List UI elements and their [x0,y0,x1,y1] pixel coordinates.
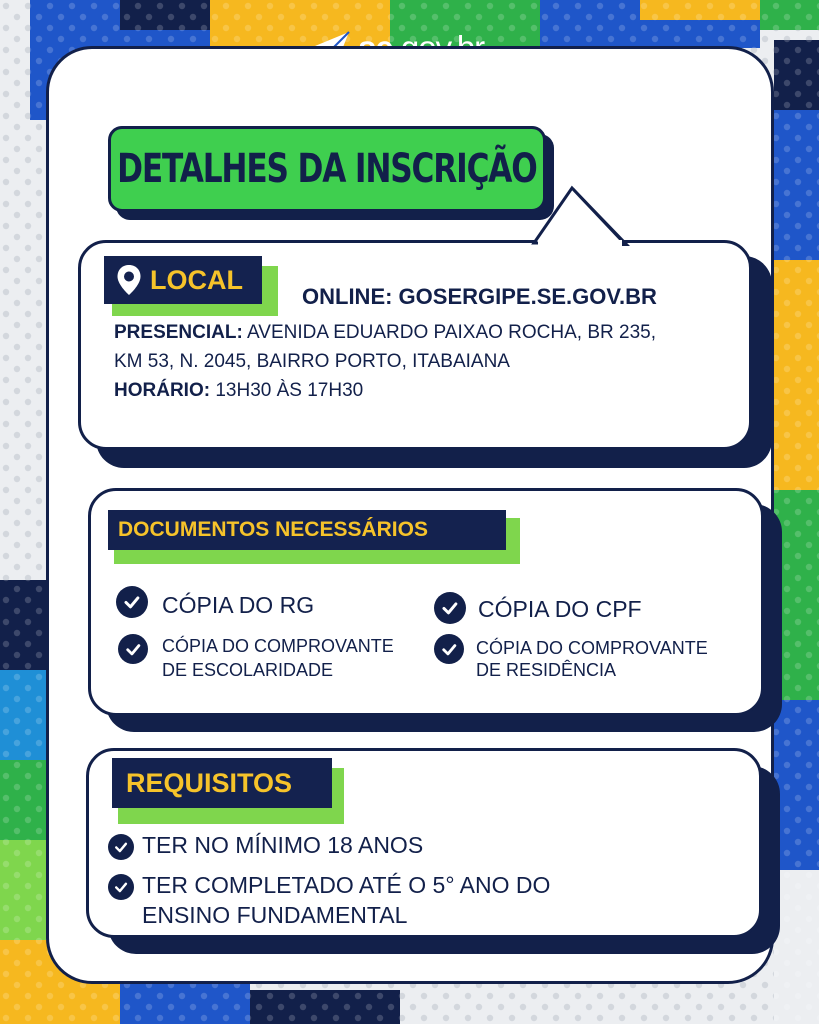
requisito-idade: TER NO MÍNIMO 18 ANOS [142,832,424,858]
check-icon [108,834,134,860]
doc-item-residencia-1: CÓPIA DO COMPROVANTE [476,638,708,658]
documentos-tag-label: DOCUMENTOS NECESSÁRIOS [118,518,428,541]
requisitos-tag [112,758,332,808]
doc-item-cpf: CÓPIA DO CPF [478,596,642,622]
online-address: ONLINE: GOSERGIPE.SE.GOV.BR [302,284,657,309]
documentos-tag [108,510,506,550]
requisitos-tag-label: REQUISITOS [126,767,293,798]
title-box [108,126,546,212]
page-title: DETALHES DA INSCRIÇÃO [117,146,537,192]
local-tag-label: LOCAL [150,264,243,295]
presencial-address-1: AVENIDA EDUARDO PAIXAO ROCHA, BR 235, [247,322,656,343]
check-icon [434,634,464,664]
doc-item-escolaridade-2: DE ESCOLARIDADE [162,660,334,680]
presencial-address-2: KM 53, N. 2045, BAIRRO PORTO, ITABAIANA [114,351,510,372]
check-icon [118,634,148,664]
speech-bubble-pointer [530,184,640,246]
presencial-line-1 [114,322,656,344]
horario-label: HORÁRIO: [114,380,211,401]
check-icon [116,586,148,618]
doc-item-escolaridade-1: CÓPIA DO COMPROVANTE [162,636,394,656]
requisito-escolaridade-1: TER COMPLETADO ATÉ O 5° ANO DO [142,872,551,898]
horario-value: 13H30 ÀS 17H30 [215,380,364,401]
requisito-escolaridade-2: ENSINO FUNDAMENTAL [142,902,408,928]
presencial-label: PRESENCIAL: [114,322,243,343]
doc-item-rg: CÓPIA DO RG [162,592,315,618]
check-icon [108,874,134,900]
doc-item-residencia-2: DE RESIDÊNCIA [476,660,617,680]
map-pin-icon [116,264,142,296]
local-tag [104,256,262,304]
horario-line [114,380,363,402]
check-icon [434,592,466,624]
